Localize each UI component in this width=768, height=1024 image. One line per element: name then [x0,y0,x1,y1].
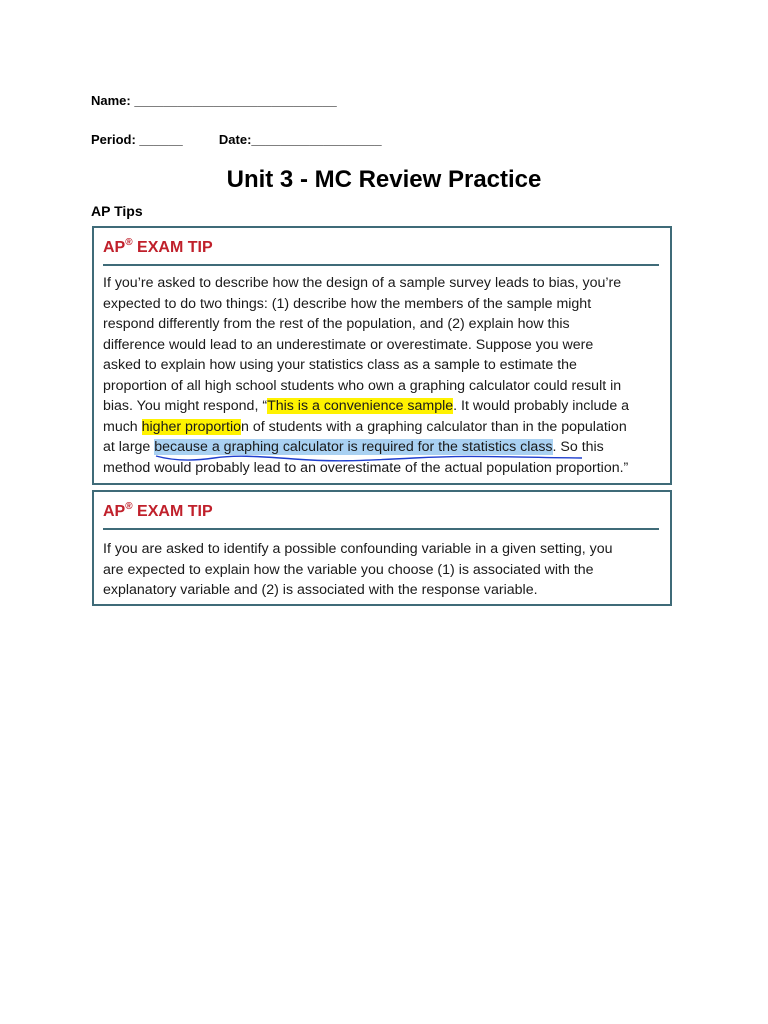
tip-body [103,539,669,601]
tip-line: bias. You might respond, “This is a convenience sample. It would probably include a [103,398,630,414]
tip-header [103,501,659,530]
yellow-highlight: This is a convenience sample [267,398,454,414]
registered-mark: ® [125,501,133,512]
period-field: Period: ______ [91,132,183,147]
tip-body [103,273,669,478]
blue-highlight: because a graphing calculator is required for the statistics class [154,439,552,455]
tip-line: proportion of all high school students who own a graphing calculator could result in [103,377,622,394]
tip-heading: AP® EXAM TIP [103,237,213,256]
tip-line: If you are asked to identify a possible confounding variable in a given setting, you [103,541,613,557]
period-date-line [91,132,382,147]
tip-header [103,237,659,266]
tip-line: at large because a graphing calculator is required for the statistics class . So this [103,437,669,458]
tip-line: If you’re asked to describe how the design of a sample survey leads to bias, you’re [103,275,622,291]
name-field-line: Name: ____________________________ [91,93,337,108]
section-label-ap-tips: AP Tips [91,203,143,219]
tip-line: respond differently from the rest of the population, and (2) explain how this [103,316,570,332]
date-field: Date:__________________ [218,132,382,147]
tip-line: asked to explain how using your statistics class as a sample to estimate the [103,357,577,373]
tip-line: expected to do two things: (1) describe how the members of the sample might [103,295,592,312]
tip-line: much higher proportion of students with a graphing calculator than in the population [103,418,627,435]
tip-heading: AP® EXAM TIP [103,501,213,520]
registered-mark: ® [125,237,133,248]
tip-line: are expected to explain how the variable you choose (1) is associated with the [103,561,594,578]
yellow-highlight: higher proportio [141,418,242,435]
ap-exam-tip-box-2 [92,490,672,606]
ap-exam-tip-box-1 [92,226,672,485]
tip-line: method would probably lead to an overestimate of the actual population proportion.” [103,459,629,476]
page-title: Unit 3 - MC Review Practice [226,166,542,193]
tip-line: difference would lead to an underestimate or overestimate. Suppose you were [103,336,594,353]
tip-line: explanatory variable and (2) is associated with the response variable. [103,582,538,598]
